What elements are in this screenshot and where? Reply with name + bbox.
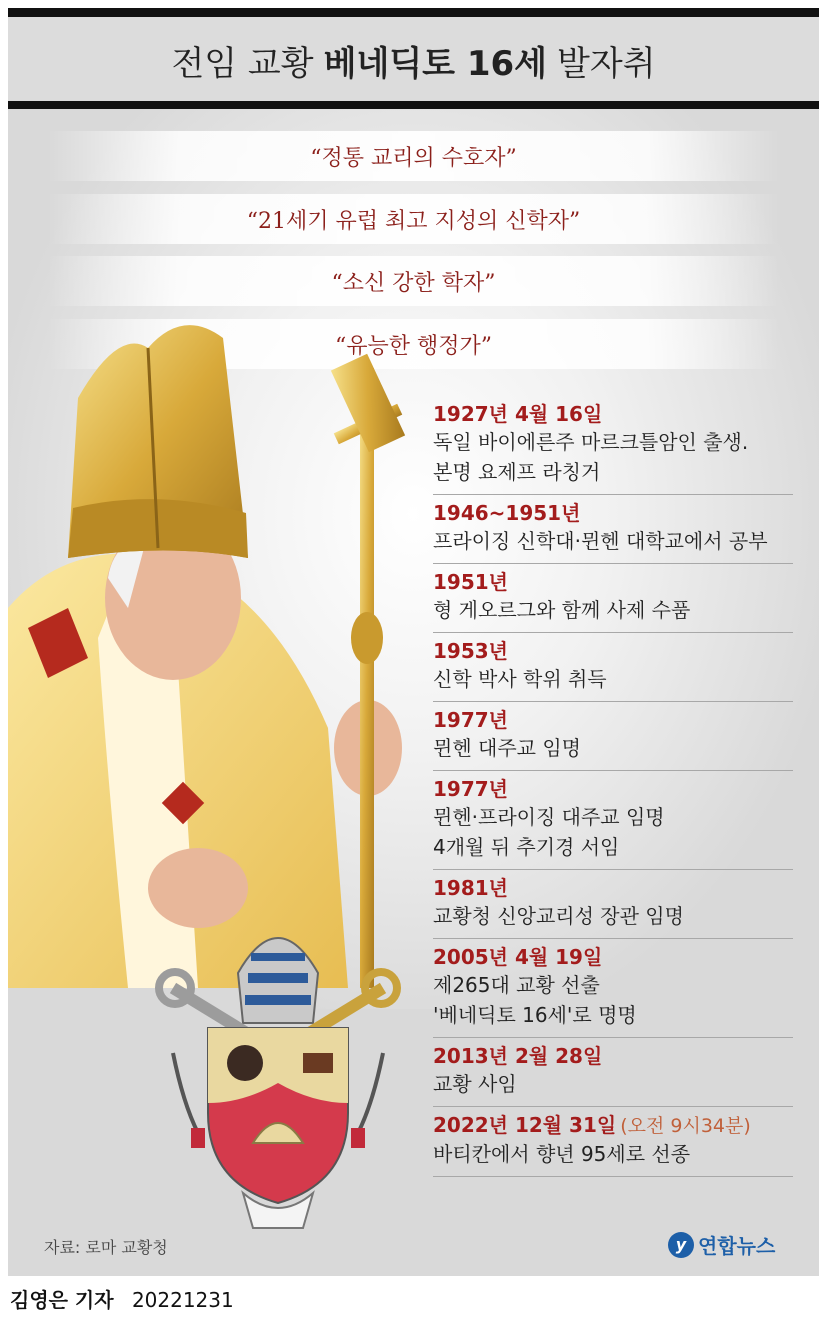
- timeline-date: [433, 500, 793, 526]
- timeline-date-text: 1953년: [433, 639, 508, 663]
- top-rule: [8, 8, 819, 17]
- timeline-date: [433, 944, 793, 970]
- timeline-date: [433, 707, 793, 733]
- timeline-entry: [433, 870, 793, 939]
- timeline-date: [433, 1043, 793, 1069]
- timeline-description: 본명 요제프 라칭거: [433, 460, 601, 484]
- timeline-description: 바티칸에서 향년 95세로 선종: [433, 1142, 691, 1166]
- timeline-description: 독일 바이에른주 마르크틀암인 출생.: [433, 430, 749, 454]
- timeline-description: 신학 박사 학위 취득: [433, 667, 607, 691]
- reporter-name: 김영은 기자: [10, 1288, 114, 1312]
- timeline-entry: [433, 633, 793, 702]
- yonhap-mark-icon: y: [668, 1232, 694, 1258]
- timeline-description: 교황청 신앙교리성 장관 임명: [433, 904, 684, 928]
- timeline-entry: [433, 939, 793, 1038]
- timeline-entry: [433, 1038, 793, 1107]
- timeline-entry: [433, 564, 793, 633]
- timeline-entry: [433, 1107, 793, 1177]
- timeline-date-text: 2013년 2월 28일: [433, 1044, 603, 1068]
- pope-portrait-image: [8, 308, 428, 988]
- timeline-date: [433, 776, 793, 802]
- timeline-date: [433, 875, 793, 901]
- title-box: [8, 17, 819, 103]
- title-suffix: 발자취: [557, 43, 656, 84]
- timeline-date-text: 2005년 4월 19일: [433, 945, 603, 969]
- source-credit: 자료: 로마 교황청: [44, 1238, 168, 1257]
- timeline: [433, 396, 793, 1177]
- byline: [10, 1284, 234, 1313]
- timeline-time: (오전 9시34분): [620, 1115, 751, 1137]
- quote-3: “소신 강한 학자”: [48, 256, 779, 306]
- timeline-entry: [433, 396, 793, 495]
- yonhap-logo-text: 연합뉴스: [698, 1234, 776, 1258]
- timeline-description: 4개월 뒤 추기경 서임: [433, 835, 620, 859]
- timeline-date-text: 1946~1951년: [433, 501, 581, 525]
- timeline-date-text: 1977년: [433, 708, 508, 732]
- timeline-date: [433, 638, 793, 664]
- yonhap-logo: [668, 1230, 775, 1259]
- title-name: 베네딕토 16세: [323, 43, 547, 84]
- papal-coat-of-arms-image: [153, 903, 403, 1233]
- timeline-date-text: 1981년: [433, 876, 508, 900]
- timeline-description: 형 게오르그와 함께 사제 수품: [433, 598, 691, 622]
- timeline-description: 프라이징 신학대·뮌헨 대학교에서 공부: [433, 529, 768, 553]
- timeline-date: [433, 401, 793, 427]
- timeline-description: '베네딕토 16세'로 명명: [433, 1003, 637, 1027]
- timeline-entry: [433, 702, 793, 771]
- timeline-entry: [433, 495, 793, 564]
- title-rule: [8, 101, 819, 109]
- timeline-date: [433, 569, 793, 595]
- quote-1: “정통 교리의 수호자”: [48, 131, 779, 181]
- timeline-date-text: 1927년 4월 16일: [433, 402, 603, 426]
- timeline-description: 뮌헨·프라이징 대주교 임명: [433, 805, 665, 829]
- timeline-date-text: 1951년: [433, 570, 508, 594]
- timeline-entry: [433, 771, 793, 870]
- timeline-date-text: 2022년 12월 31일: [433, 1113, 617, 1137]
- quote-4: “유능한 행정가”: [48, 319, 779, 369]
- timeline-description: 뮌헨 대주교 임명: [433, 736, 581, 760]
- infographic-panel: [8, 8, 819, 1276]
- quote-2: “21세기 유럽 최고 지성의 신학자”: [48, 194, 779, 244]
- timeline-date-text: 1977년: [433, 777, 508, 801]
- timeline-description: 교황 사임: [433, 1072, 517, 1096]
- publish-date: 20221231: [131, 1288, 234, 1312]
- title-prefix: 전임 교황: [171, 43, 314, 84]
- timeline-description: 제265대 교황 선출: [433, 973, 600, 997]
- timeline-date: [433, 1112, 793, 1139]
